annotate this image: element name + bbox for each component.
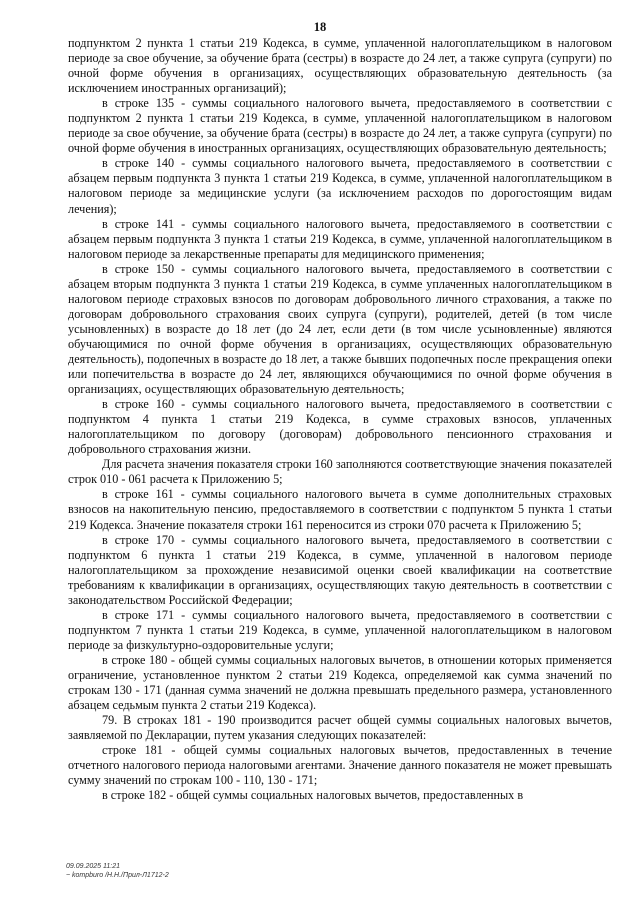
paragraph-line-140: в строке 140 - суммы социального налогового вычета, предоставляемого в соответствии с абзацем первым подпункта 3 пункта 1 статьи 219 Кодекса, в сумме, уплаченной налогоплательщиком в налоговом периоде за медицинские услуги (за исключением расходов по дорогостоящим видам лечения);: [68, 156, 612, 216]
footer-stamp: [66, 862, 169, 880]
paragraph-line-135: в строке 135 - суммы социального налогового вычета, предоставляемого в соответствии с подпунктом 2 пункта 1 статьи 219 Кодекса, в сумме, уплаченной налогоплательщиком в налоговом периоде за свое обучение, за обучение брата (сестры) в возрасте до 24 лет, а также супруга (супруги) по очной форме обучения в иностранных организациях, осуществляющих образовательную деятельность;: [68, 96, 612, 156]
paragraph-line-160: в строке 160 - суммы социального налогового вычета, предоставляемого в соответствии с подпунктом 4 пункта 1 статьи 219 Кодекса, в сумме страховых взносов, уплаченных налогоплательщиком по договору (договорам) добровольного пенсионного страхования и добровольного страхования жизни.: [68, 397, 612, 457]
paragraph-line-150: в строке 150 - суммы социального налогового вычета, предоставляемого в соответствии с абзацем вторым подпункта 3 пункта 1 статьи 219 Кодекса, в сумме уплаченных налогоплательщиком в налоговом периоде страховых взносов по договорам добровольного личного страхования, а также по договорам добровольного страхования своих супруга (супруги), родителей, детей (в том числе усыновленных) в возрасте до 18 лет (до 24 лет, если дети (в том числе усыновленные) являются обучающимися по очной форме обучения в организациях, осуществляющих образовательную деятельность), подопечных в возрасте до 18 лет, а также бывших подопечных после прекращения опеки или попечительства в возрасте до 24 лет, являющихся обучающимися по очной форме обучения в организациях, осуществляющих образовательную деятельность;: [68, 261, 612, 397]
paragraph-item-79: 79. В строках 181 - 190 производится расчет общей суммы социальных налоговых вычетов, заявляемой по Декларации, путем указания следующих показателей:: [68, 713, 612, 743]
footer-timestamp: 09.09.2025 11:21: [66, 863, 120, 870]
footer-file-path: ~ kompburo /Н.Н./Прил-Л1712-2: [66, 872, 169, 879]
document-body: [68, 36, 612, 803]
page-number: 18: [313, 20, 327, 34]
paragraph-line-182: в строке 182 - общей суммы социальных налоговых вычетов, предоставленных в: [102, 788, 524, 803]
paragraph-line-170: в строке 170 - суммы социального налогового вычета, предоставляемого в соответствии с подпунктом 6 пункта 1 статьи 219 Кодекса, в сумме, уплаченной в налоговом периоде налогоплательщиком за прохождение независимой оценки своей квалификации на соответствие требованиям к квалификации в организациях, осуществляющих такую деятельность в соответствии с законодательством Российской Федерации;: [68, 532, 612, 607]
paragraph-line-141: в строке 141 - суммы социального налогового вычета, предоставляемого в соответствии с абзацем первым подпункта 3 пункта 1 статьи 219 Кодекса, в сумме, уплаченной налогоплательщиком в налоговом периоде за лекарственные препараты для медицинского применения;: [68, 216, 612, 261]
paragraph-continued: подпунктом 2 пункта 1 статьи 219 Кодекса, в сумме, уплаченной налогоплательщиком в налоговом периоде за свое обучение, за обучение брата (сестры) в возрасте до 24 лет, а также супруга (супруги) по очной форме обучения в организациях, осуществляющих образовательную деятельность (за исключением иностранных организаций);: [68, 36, 612, 96]
paragraph-line-181: строке 181 - общей суммы социальных налоговых вычетов, предоставленных в течение отчетного налогового периода налоговыми агентами. Значение данного показателя не может превышать сумму значений по строкам 100 - 110, 130 - 171;: [68, 743, 612, 788]
paragraph-line-161: в строке 161 - суммы социального налогового вычета в сумме дополнительных страховых взносов на накопительную пенсию, предоставляемого в соответствии с подпунктом 5 пункта 1 статьи 219 Кодекса. Значение показателя строки 161 переносится из строки 070 расчета к Приложению 5;: [68, 487, 612, 532]
paragraph-line-180: в строке 180 - общей суммы социальных налоговых вычетов, в отношении которых применяется ограничение, установленное пунктом 2 статьи 219 Кодекса, определяемой как сумма значений по строкам 130 - 171 (данная сумма значений не должна превышать предельного размера, установленного абзацем седьмым пункта 2 статьи 219 Кодекса).: [68, 652, 612, 713]
paragraph-line-171: в строке 171 - суммы социального налогового вычета, предоставляемого в соответствии с подпунктом 7 пункта 1 статьи 219 Кодекса, в сумме, уплаченной налогоплательщиком в налоговом периоде за физкультурно-оздоровительные услуги;: [68, 607, 612, 652]
paragraph-line-160-calc: Для расчета значения показателя строки 160 заполняются соответствующие значения показателей строк 010 - 061 расчета к Приложению 5;: [68, 457, 612, 487]
